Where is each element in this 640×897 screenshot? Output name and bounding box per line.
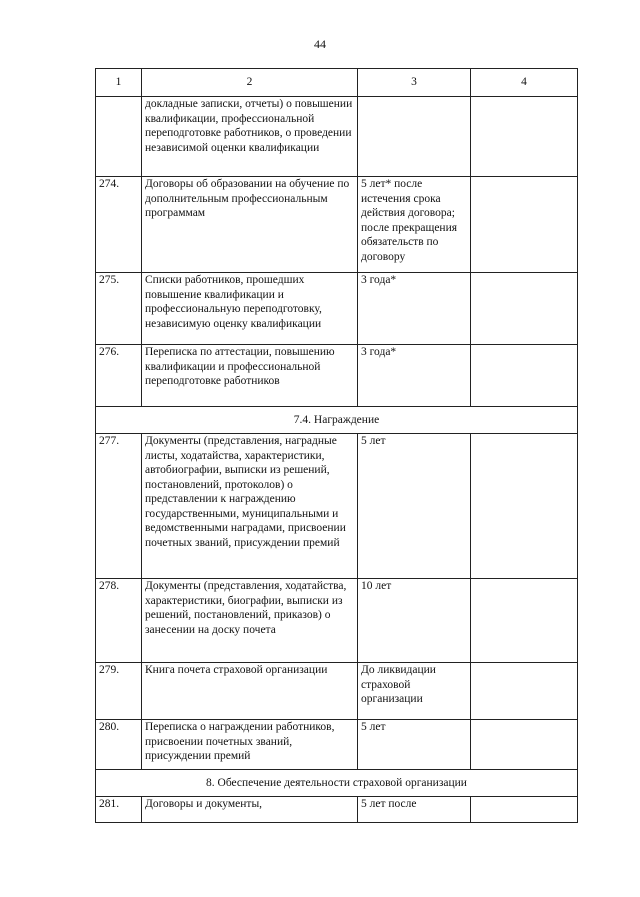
document-type: Списки работников, прошедших повышение квалификации и профессиональную переподготовку, независимую оценку квалификации [142, 273, 358, 345]
retention-term: 3 года* [358, 345, 471, 407]
note-cell [471, 177, 578, 273]
section-heading-row [96, 407, 578, 434]
table-row [96, 720, 578, 770]
retention-term: 10 лет [358, 579, 471, 663]
retention-term: 5 лет [358, 434, 471, 579]
table-row [96, 177, 578, 273]
retention-term: До ликвидации страховой организации [358, 663, 471, 720]
document-type: Книга почета страховой организации [142, 663, 358, 720]
document-type: Переписка о награждении работников, присвоении почетных званий, присуждении премий [142, 720, 358, 770]
item-number: 279. [96, 663, 142, 720]
column-header: 1 [96, 69, 142, 97]
section-heading: 7.4. Награждение [96, 407, 578, 434]
records-table [95, 68, 578, 823]
note-cell [471, 345, 578, 407]
item-number: 280. [96, 720, 142, 770]
note-cell [471, 720, 578, 770]
retention-term [358, 97, 471, 177]
section-heading: 8. Обеспечение деятельности страховой организации [96, 770, 578, 797]
table-row [96, 345, 578, 407]
item-number: 278. [96, 579, 142, 663]
document-type: Документы (представления, наградные листы, ходатайства, характеристики, автобиографии, выписки из решений, постановлений, протоколов) о представлении к награждению государственными, муниципальными и ведомственными наградами, присвоении почетных званий, присуждении премий [142, 434, 358, 579]
retention-term: 3 года* [358, 273, 471, 345]
table-header-row [96, 69, 578, 97]
retention-term: 5 лет [358, 720, 471, 770]
item-number: 274. [96, 177, 142, 273]
table-row [96, 663, 578, 720]
document-type: Переписка по аттестации, повышению квалификации и профессиональной переподготовке работников [142, 345, 358, 407]
table-row [96, 273, 578, 345]
table-row [96, 797, 578, 823]
item-number [96, 97, 142, 177]
note-cell [471, 273, 578, 345]
retention-term: 5 лет* после истечения срока действия договора; после прекращения обязательств по договору [358, 177, 471, 273]
retention-term: 5 лет после [358, 797, 471, 823]
column-header: 3 [358, 69, 471, 97]
table-row [96, 97, 578, 177]
item-number: 276. [96, 345, 142, 407]
note-cell [471, 434, 578, 579]
note-cell [471, 579, 578, 663]
item-number: 275. [96, 273, 142, 345]
document-type: Договоры об образовании на обучение по дополнительным профессиональным программам [142, 177, 358, 273]
note-cell [471, 797, 578, 823]
item-number: 277. [96, 434, 142, 579]
note-cell [471, 97, 578, 177]
table-row [96, 579, 578, 663]
page-number: 44 [314, 37, 326, 51]
document-type: Договоры и документы, [142, 797, 358, 823]
note-cell [471, 663, 578, 720]
column-header: 2 [142, 69, 358, 97]
column-header: 4 [471, 69, 578, 97]
section-heading-row [96, 770, 578, 797]
document-type: Документы (представления, ходатайства, характеристики, биографии, выписки из решений, постановлений, приказов) о занесении на доску почета [142, 579, 358, 663]
document-type: докладные записки, отчеты) о повышении квалификации, профессиональной переподготовке работников, о проведении независимой оценки квалификации [142, 97, 358, 177]
table-row [96, 434, 578, 579]
item-number: 281. [96, 797, 142, 823]
